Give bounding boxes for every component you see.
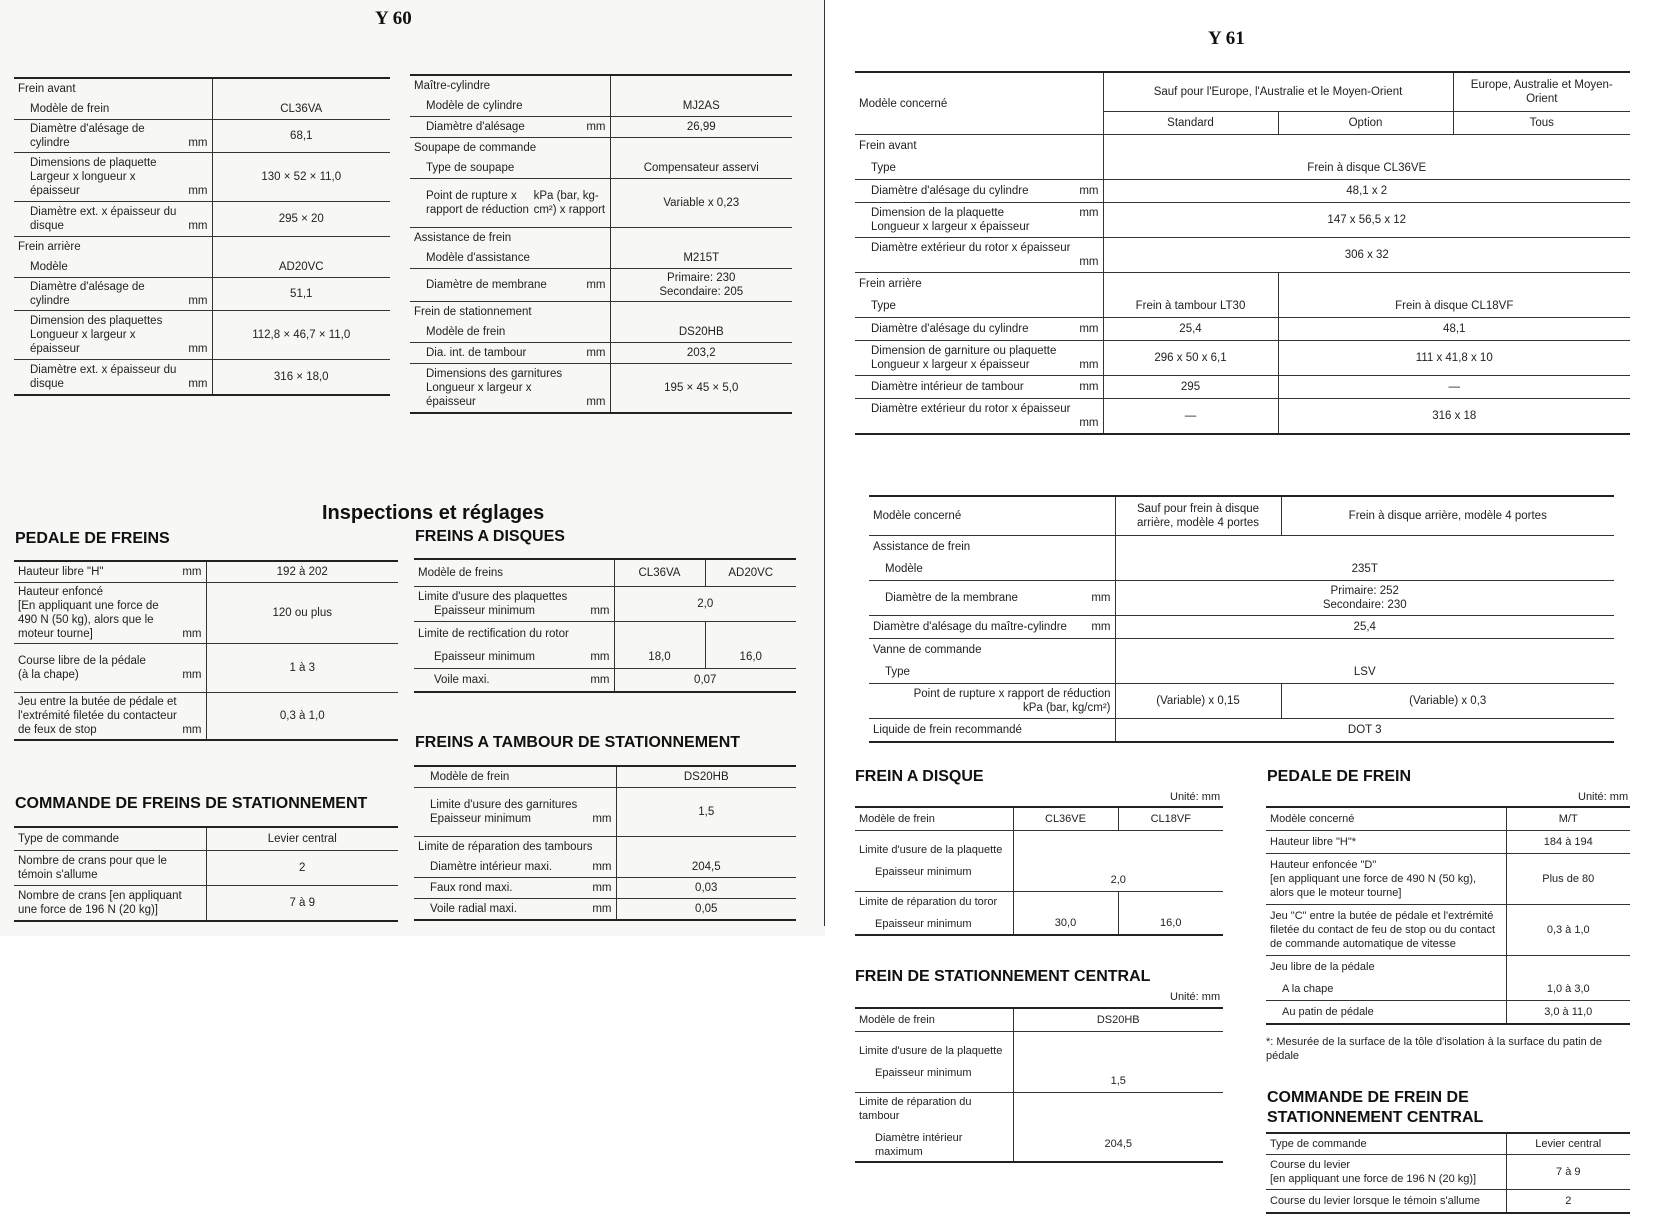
row-value: 68,1 (212, 120, 390, 153)
row-label: Type de soupape (410, 158, 610, 179)
row-value: M215T (610, 248, 792, 269)
row-value: DS20HB (610, 322, 792, 343)
pf-modele-value: M/T (1506, 807, 1630, 831)
fd-head-cl18vf: CL18VF (1118, 807, 1223, 831)
row-value: MJ2AS (610, 96, 792, 117)
row-value: Levier central (206, 827, 398, 851)
table-row (14, 311, 390, 360)
page-title-y61: Y 61 (1208, 28, 1245, 49)
cc-temoin-value: 2 (1506, 1190, 1630, 1214)
y61-ar-garniture-v2: 111 x 41,8 x 10 (1278, 341, 1630, 376)
row-value: Primaire: 230 Secondaire: 205 (610, 269, 792, 302)
table-row (410, 322, 792, 343)
table-row (14, 78, 390, 99)
y61-ar-alesage-v1: 25,4 (1103, 318, 1278, 341)
row-label: Voile radial maxi. mm (414, 899, 616, 921)
sc-usure: Limite d'usure de la plaquette Epaisseur minimum (855, 1032, 1013, 1093)
y61-h-option: Option (1278, 112, 1453, 135)
sc-modele: Modèle de frein (855, 1008, 1013, 1032)
table-row (410, 158, 792, 179)
pf-enfoncee: Hauteur enfoncée "D" [en appliquant une force de 490 N (50 kg), alors que le moteur tourne] (1266, 854, 1506, 905)
table-row (414, 837, 796, 858)
y61-ar-tambour: Diamètre intérieur de tambour mm (855, 376, 1103, 399)
row-label: Hauteur libre "H" mm (14, 561, 206, 583)
table-row (14, 202, 390, 237)
table-row (14, 583, 398, 644)
sc-rep-value: 204,5 (1013, 1093, 1223, 1163)
row-value: 130 × 52 × 11,0 (212, 153, 390, 202)
freins-tambour-table (414, 765, 796, 921)
table-row (14, 561, 398, 583)
cc-course: Course du levier [en appliquant une force de 196 N (20 kg)] (1266, 1155, 1506, 1190)
row-value (610, 228, 792, 249)
row-value: 26,99 (610, 117, 792, 138)
cc-course-value: 7 à 9 (1506, 1155, 1630, 1190)
pedale-freins-title: PEDALE DE FREINS (15, 530, 170, 547)
row-value (610, 138, 792, 159)
row-value: 295 × 20 (212, 202, 390, 237)
page-divider (824, 0, 825, 926)
page-title-y60: Y 60 (375, 8, 412, 29)
row-label: Diamètre intérieur maxi. mm (414, 857, 616, 878)
y61-av-rotor: Diamètre extérieur du rotor x épaisseur mm (855, 238, 1103, 273)
row-label: Dimension des plaquettes Longueur x largeur x épaisseur mm (14, 311, 212, 360)
disques-head-cl36va: CL36VA (614, 559, 705, 587)
frein-disque-title: FREIN A DISQUE (855, 768, 984, 785)
row-value: 7 à 9 (206, 886, 398, 922)
row-label: Dia. int. de tambour mm (410, 343, 610, 364)
y61b-h-model: Modèle concerné (869, 496, 1115, 536)
y61b-maitre: Diamètre d'alésage du maître-cylindre mm (869, 616, 1115, 639)
table-row (14, 886, 398, 922)
pf-modele: Modèle concerné (1266, 807, 1506, 831)
y61b-modele: Modèle (869, 558, 1115, 581)
row-value: 112,8 × 46,7 × 11,0 (212, 311, 390, 360)
table-row (410, 302, 792, 323)
pf-jeu: Jeu "C" entre la butée de pédale et l'extrémité filetée du contact de feu de stop ou du contact de commande automatique de vitesse (1266, 905, 1506, 956)
y61b-h-disque: Frein à disque arrière, modèle 4 portes (1281, 496, 1614, 536)
row-value: 316 × 18,0 (212, 360, 390, 396)
row-label: Frein de stationnement (414, 306, 532, 318)
table-row (14, 237, 390, 258)
row-value: 2 (206, 851, 398, 886)
disques-voile-value: 0,07 (614, 669, 796, 693)
table-row (410, 117, 792, 138)
y61-h-tous: Tous (1453, 112, 1630, 135)
commande-central-title: COMMANDE DE FREIN DE STATIONNEMENT CENTRAL (1267, 1089, 1484, 1126)
y61-ar-rotor: Diamètre extérieur du rotor x épaisseur mm (855, 399, 1103, 435)
freins-disques-title: FREINS A DISQUES (415, 528, 565, 545)
commande-stationnement-table (14, 826, 398, 922)
disques-rectif-v1: 18,0 (614, 646, 705, 669)
row-label: Limite de réparation des tambours (418, 841, 593, 853)
frein-disque-table (855, 806, 1223, 936)
disques-head-label: Modèle de freins (414, 559, 614, 587)
commande-central-table (1266, 1132, 1630, 1214)
disques-voile: Voile maxi. mm (414, 669, 614, 693)
y61b-membrane-value: Primaire: 252 Secondaire: 230 (1115, 581, 1614, 616)
y61b-membrane: Diamètre de la membrane mm (869, 581, 1115, 616)
table-row (14, 120, 390, 153)
y61-ar-rotor-v2: 316 x 18 (1278, 399, 1630, 435)
y61-ar-tambour-v2: — (1278, 376, 1630, 399)
freins-disques-table (414, 558, 796, 693)
pedale-frein-title: PEDALE DE FREIN (1267, 768, 1412, 785)
table-row (410, 96, 792, 117)
table-row (410, 228, 792, 249)
y61-av-type: Type (855, 157, 1103, 180)
table-row (14, 257, 390, 278)
row-label: Jeu entre la butée de pédale et l'extrémité filetée du contacteur de feux de stop mm (14, 693, 206, 741)
y61-ar-type-v1: Frein à tambour LT30 (1103, 295, 1278, 318)
pf-chape-value: 1,0 à 3,0 (1506, 978, 1630, 1001)
table-row (14, 360, 390, 396)
row-value (212, 78, 390, 99)
row-value: CL36VA (212, 99, 390, 120)
row-label: Point de rupture x rapport de réduction kPa (bar, kg-cm²) x rapport (410, 179, 610, 228)
row-value: 0,03 (616, 878, 796, 899)
pf-chape: A la chape (1266, 978, 1506, 1001)
y61b-rupture-v1: (Variable) x 0,15 (1115, 684, 1281, 719)
row-value: 51,1 (212, 278, 390, 311)
y61b-type-value: LSV (1115, 661, 1614, 684)
y60-spec-table-1 (14, 77, 390, 396)
row-label: Dimensions des garnitures Longueur x largeur x épaisseur mm (410, 364, 610, 414)
row-value: 1,5 (616, 788, 796, 837)
disques-usure: Limite d'usure des plaquettes Epaisseur minimum mm (414, 587, 614, 622)
y61b-h-sauf: Sauf pour frein à disque arrière, modèle 4 portes (1115, 496, 1281, 536)
pf-hauteur: Hauteur libre "H"* (1266, 831, 1506, 854)
y61-av-rotor-value: 306 x 32 (1103, 238, 1630, 273)
y61-av-plaquette-value: 147 x 56,5 x 12 (1103, 203, 1630, 238)
y61b-vanne: Vanne de commande (873, 644, 982, 656)
fd-usure-value: 2,0 (1013, 831, 1223, 892)
row-label: Diamètre d'alésage de cylindre mm (14, 278, 212, 311)
sc-usure-value: 1,5 (1013, 1032, 1223, 1093)
y61b-liquide-value: DOT 3 (1115, 719, 1614, 743)
y61-h-sauf: Sauf pour l'Europe, l'Australie et le Moyen-Orient (1103, 72, 1453, 112)
sc-rep: Limite de réparation du tambour Diamètre intérieur maximum (855, 1093, 1013, 1163)
row-value: 120 ou plus (206, 583, 398, 644)
row-value: 1 à 3 (206, 644, 398, 693)
y61-frein-avant: Frein avant (859, 140, 917, 152)
pedale-freins-table (14, 560, 398, 741)
pf-patin: Au patin de pédale (1266, 1001, 1506, 1025)
table-row (414, 788, 796, 837)
cc-temoin: Course du levier lorsque le témoin s'allume (1266, 1190, 1506, 1214)
y61-h-model: Modèle concerné (855, 72, 1103, 135)
row-value: AD20VC (212, 257, 390, 278)
fd-rep: Limite de réparation du toror Epaisseur minimum (855, 892, 1013, 936)
fd-rep-v1: 30,0 (1013, 892, 1118, 936)
row-value: 203,2 (610, 343, 792, 364)
y61b-type: Type (869, 661, 1115, 684)
row-label: Dimensions de plaquette Largeur x longueur x épaisseur mm (14, 153, 212, 202)
row-label: Course libre de la pédale (à la chape) mm (14, 644, 206, 693)
row-label: Nombre de crans pour que le témoin s'allume (14, 851, 206, 886)
row-label: Limite d'usure des garnitures Epaisseur minimum mm (414, 788, 616, 837)
y61b-rupture: Point de rupture x rapport de réduction kPa (bar, kg/cm²) (869, 684, 1115, 719)
row-label: Hauteur enfoncé [En appliquant une force de 490 N (50 kg), alors que le moteur tourne] mm (14, 583, 206, 644)
disques-rectif-v2: 16,0 (705, 646, 796, 669)
row-value (212, 237, 390, 258)
y61-ar-type-v2: Frein à disque CL18VF (1278, 295, 1630, 318)
pf-jeu-value: 0,3 à 1,0 (1506, 905, 1630, 956)
row-label: Maître-cylindre (414, 80, 491, 92)
table-row (14, 851, 398, 886)
table-row (14, 99, 390, 120)
table-row (414, 766, 796, 788)
y61b-liquide: Liquide de frein recommandé (873, 724, 1022, 736)
row-value: Variable x 0,23 (610, 179, 792, 228)
fd-head-label: Modèle de frein (855, 807, 1013, 831)
table-row (410, 269, 792, 302)
y60-spec-table-2 (410, 74, 792, 414)
y61b-assistance: Assistance de frein (873, 541, 971, 553)
table-row (14, 278, 390, 311)
row-label: Nombre de crans [en appliquant une force de 196 N (20 kg)] (14, 886, 206, 922)
row-value (616, 837, 796, 858)
y61b-maitre-value: 25,4 (1115, 616, 1614, 639)
row-value: 204,5 (616, 857, 796, 878)
table-row (414, 899, 796, 921)
row-value: DS20HB (616, 766, 796, 788)
table-row (410, 179, 792, 228)
fd-usure: Limite d'usure de la plaquette Epaisseur minimum (855, 831, 1013, 892)
y61b-modele-value: 235T (1115, 558, 1614, 581)
y61-spec-table-1 (855, 71, 1630, 435)
pf-hauteur-value: 184 à 194 (1506, 831, 1630, 854)
row-label: Assistance de frein (414, 232, 512, 244)
row-label: Modèle (14, 257, 212, 278)
row-label: Faux rond maxi. mm (414, 878, 616, 899)
row-value: Compensateur asservi (610, 158, 792, 179)
y61-ar-garniture: Dimension de garniture ou plaquette Longueur x largeur x épaisseur mm (855, 341, 1103, 376)
y61-av-plaquette: Dimension de la plaquette Longueur x largeur x épaisseur mm (855, 203, 1103, 238)
table-row (14, 827, 398, 851)
row-label: Soupape de commande (414, 142, 537, 154)
pedale-frein-table (1266, 806, 1630, 1025)
stationnement-central-table (855, 1007, 1223, 1163)
y61-av-alesage-value: 48,1 x 2 (1103, 180, 1630, 203)
y61-frein-arriere: Frein arrière (859, 278, 922, 290)
row-value: 195 × 45 × 5,0 (610, 364, 792, 414)
fd-head-cl36ve: CL36VE (1013, 807, 1118, 831)
row-label: Modèle d'assistance (410, 248, 610, 269)
table-row (414, 878, 796, 899)
table-row (14, 153, 390, 202)
table-row (414, 857, 796, 878)
y61-av-alesage: Diamètre d'alésage du cylindre mm (855, 180, 1103, 203)
row-label: Diamètre ext. x épaisseur du disque mm (14, 202, 212, 237)
table-row (410, 343, 792, 364)
pf-jeu-libre: Jeu libre de la pédale (1270, 961, 1375, 973)
stationnement-unit: Unité: mm (1170, 991, 1221, 1003)
table-row (410, 248, 792, 269)
y61-ar-rotor-v1: — (1103, 399, 1278, 435)
stationnement-central-title: FREIN DE STATIONNEMENT CENTRAL (855, 968, 1151, 985)
frein-disque-unit: Unité: mm (1170, 791, 1221, 803)
disques-rectif-label: Limite de rectification du rotor (418, 628, 569, 640)
pedale-unit: Unité: mm (1578, 791, 1629, 803)
y61-spec-table-2 (869, 495, 1614, 743)
y61-ar-alesage-v2: 48,1 (1278, 318, 1630, 341)
row-value (610, 302, 792, 323)
table-row (14, 693, 398, 741)
inspections-title: Inspections et réglages (322, 502, 545, 524)
pf-enfoncee-value: Plus de 80 (1506, 854, 1630, 905)
cc-type-value: Levier central (1506, 1133, 1630, 1155)
sc-modele-value: DS20HB (1013, 1008, 1223, 1032)
y61-ar-tambour-v1: 295 (1103, 376, 1278, 399)
y61-h-europe: Europe, Australie et Moyen-Orient (1453, 72, 1630, 112)
row-label: Diamètre de membrane mm (410, 269, 610, 302)
commande-stationnement-title: COMMANDE DE FREINS DE STATIONNEMENT (15, 795, 368, 812)
freins-tambour-title: FREINS A TAMBOUR DE STATIONNEMENT (415, 734, 741, 751)
disques-head-ad20vc: AD20VC (705, 559, 796, 587)
table-row (410, 138, 792, 159)
table-row (410, 75, 792, 96)
table-row (14, 644, 398, 693)
disques-rectif-sub: Epaisseur minimum mm (414, 646, 614, 669)
row-label: Frein arrière (18, 241, 81, 253)
row-label: Modèle de cylindre (410, 96, 610, 117)
row-label: Modèle de frein (410, 322, 610, 343)
row-label: Frein avant (18, 83, 76, 95)
disques-usure-value: 2,0 (614, 587, 796, 622)
y61-ar-garniture-v1: 296 x 50 x 6,1 (1103, 341, 1278, 376)
y61-ar-type: Type (855, 295, 1103, 318)
fd-rep-v2: 16,0 (1118, 892, 1223, 936)
y61-ar-alesage: Diamètre d'alésage du cylindre mm (855, 318, 1103, 341)
row-value: 0,05 (616, 899, 796, 921)
row-value (610, 75, 792, 96)
y61b-rupture-v2: (Variable) x 0,3 (1281, 684, 1614, 719)
table-row (410, 364, 792, 414)
row-value: 0,3 à 1,0 (206, 693, 398, 741)
y61-av-type-value: Frein à disque CL36VE (1103, 157, 1630, 180)
y61-h-standard: Standard (1103, 112, 1278, 135)
row-label: Modèle de frein (14, 99, 212, 120)
pedale-footnote: *: Mesurée de la surface de la tôle d'isolation à la surface du patin de pédale (1266, 1036, 1602, 1062)
row-label: Type de commande (14, 827, 206, 851)
row-label: Diamètre ext. x épaisseur du disque mm (14, 360, 212, 396)
cc-type: Type de commande (1266, 1133, 1506, 1155)
row-label: Modèle de frein (414, 766, 616, 788)
row-label: Diamètre d'alésage mm (410, 117, 610, 138)
row-value: 192 à 202 (206, 561, 398, 583)
row-label: Diamètre d'alésage de cylindre mm (14, 120, 212, 153)
pf-patin-value: 3,0 à 11,0 (1506, 1001, 1630, 1025)
